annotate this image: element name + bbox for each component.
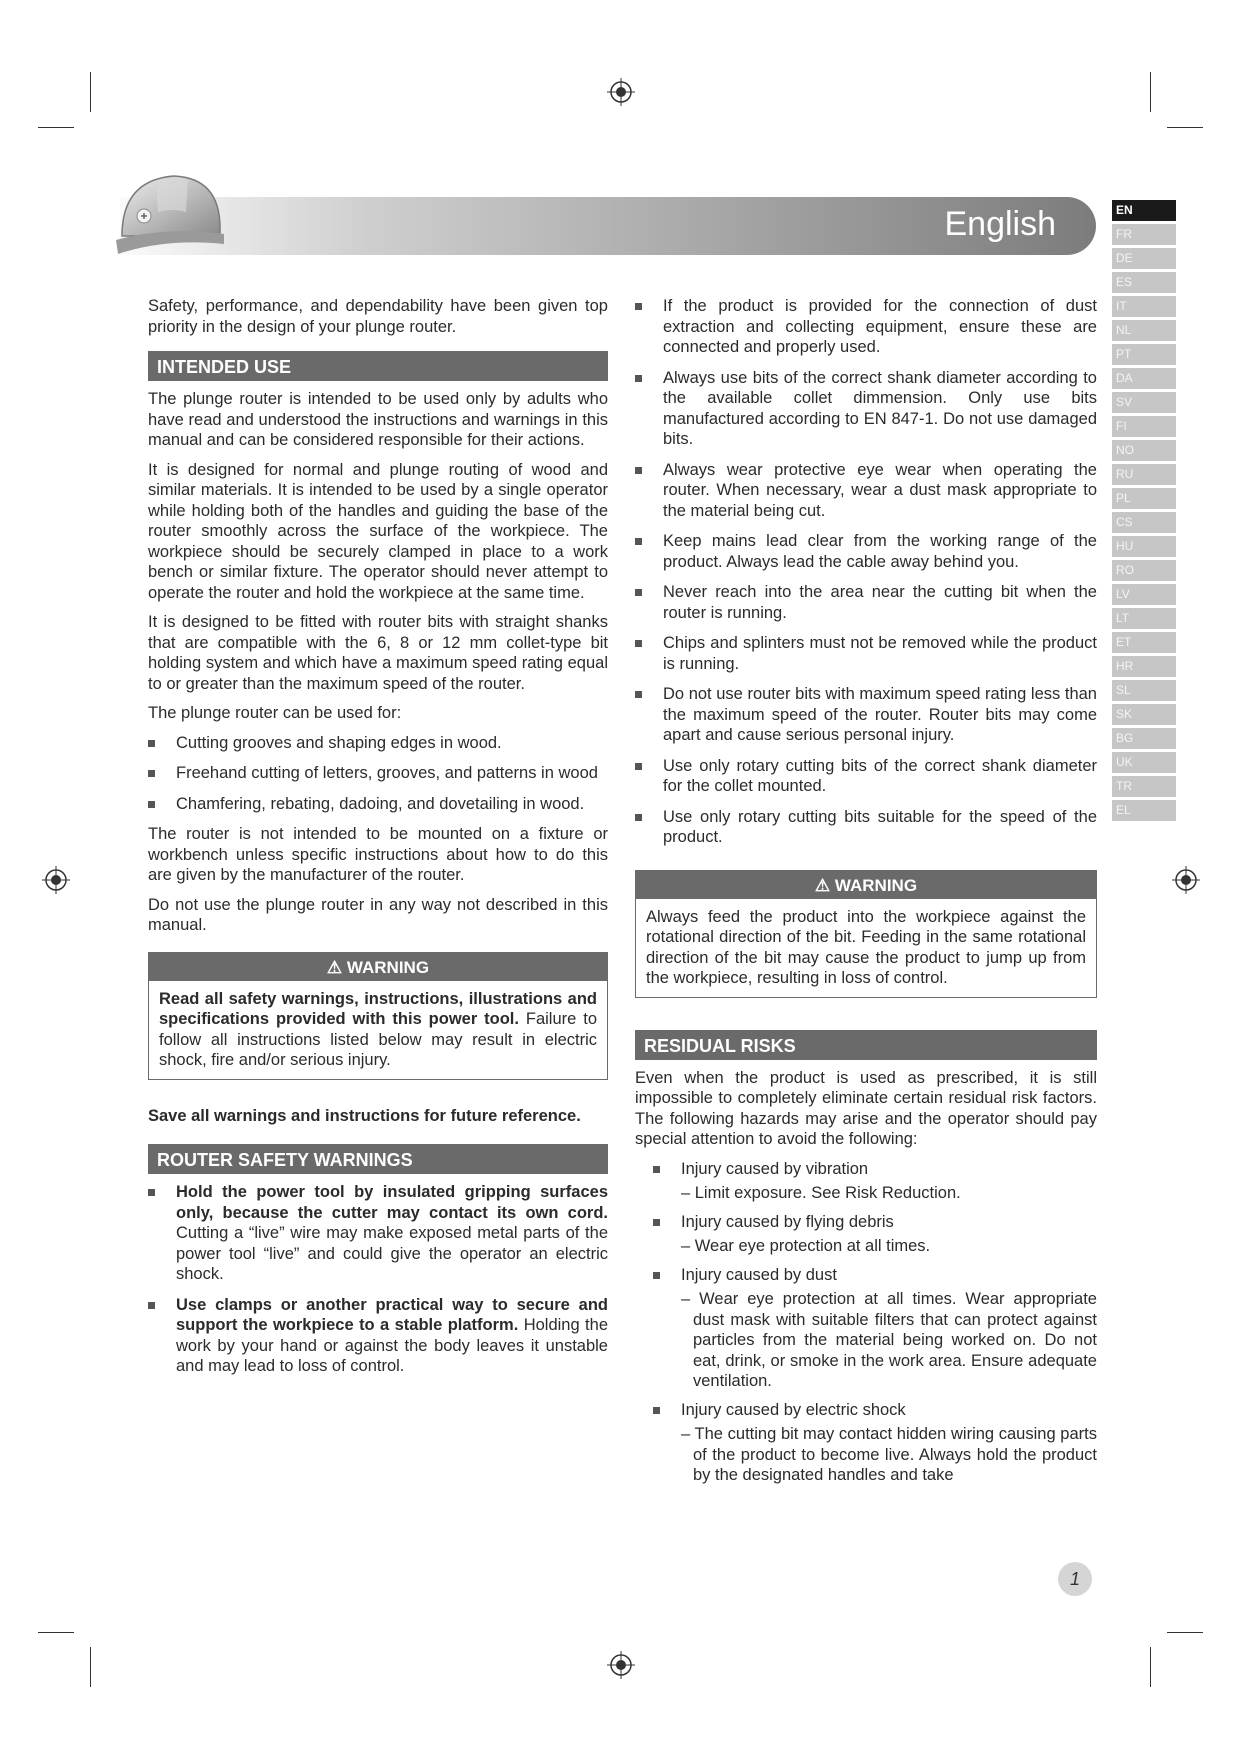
language-tab-tr[interactable]: TR [1112,776,1176,797]
language-tab-ro[interactable]: RO [1112,560,1176,581]
list-item [653,1265,1097,1392]
list-item: If the product is provided for the connection of dust extraction and collecting equipment, ensure these are connected and properly used. [635,296,1097,358]
language-tab-sv[interactable]: SV [1112,392,1176,413]
language-tab-uk[interactable]: UK [1112,752,1176,773]
language-tab-active[interactable]: EN [1112,200,1176,221]
risk-label: Injury caused by vibration [681,1159,869,1178]
language-tab-hu[interactable]: HU [1112,536,1176,557]
warning-heading [149,953,607,981]
header-banner [120,197,1096,255]
list-item [148,1182,608,1285]
language-tab-pl[interactable]: PL [1112,488,1176,509]
warning-icon: ⚠ [326,957,347,977]
section-heading-router-safety: ROUTER SAFETY WARNINGS [148,1144,608,1174]
risk-mitigation: – Wear eye protection at all times. Wear appropriate dust mask with suitable filters that can protect against particles from the material being worked on. Do not eat, drink, or smoke in the work area. Ensure adequate ventilation. [681,1290,1097,1390]
language-tab-ru[interactable]: RU [1112,464,1176,485]
warning-text: Always feed the product into the workpiece against the rotational direction of the bit. Feeding in the same rotational direction of the bit may cause the product to jump up from the workpiece, resulting in loss of control. [646,907,1086,987]
language-tab-it[interactable]: IT [1112,296,1176,317]
language-tab-lv[interactable]: LV [1112,584,1176,605]
save-note: Save all warnings and instructions for future reference. [148,1106,581,1125]
warning-box [635,870,1097,998]
registration-mark-icon [42,866,70,894]
risk-mitigation: – The cutting bit may contact hidden wiring causing parts of the product to become live. Always hold the product by the designated handles and take [681,1425,1097,1484]
section-heading-intended-use: INTENDED USE [148,351,608,381]
paragraph: The plunge router can be used for: [148,704,402,722]
warning-box [148,952,608,1080]
risk-mitigation: – Wear eye protection at all times. [681,1237,931,1255]
list-item [148,1295,608,1377]
left-column [148,296,608,1387]
paragraph: Even when the product is used as prescribed, it is still impossible to completely eliminate certain residual risk factors. The following hazards may arise and the operator should pay special attention to avoid the following: [635,1068,1097,1148]
item-text: Cutting a “live” wire may make exposed metal parts of the power tool “live” and could give the operator an electric shock. [176,1224,608,1283]
language-tab-fi[interactable]: FI [1112,416,1176,437]
list-item: Use only rotary cutting bits of the correct shank diameter for the collet mounted. [635,756,1097,797]
list-item [653,1159,1097,1204]
list-item: Do not use router bits with maximum speed rating less than the maximum speed of the router. Router bits may come apart and cause serious personal injury. [635,684,1097,746]
language-tab-fr[interactable]: FR [1112,224,1176,245]
registration-mark-icon [607,78,635,106]
uses-list [148,733,608,815]
crop-mark [1167,1632,1203,1633]
language-tabs [1112,200,1176,824]
crop-mark [38,1632,74,1633]
item-bold: Use clamps or another practical way to secure and support the workpiece to a stable platform. [176,1295,608,1334]
language-tab-el[interactable]: EL [1112,800,1176,821]
registration-mark-icon [607,1651,635,1679]
router-safety-list [148,1182,608,1377]
crop-mark [1167,127,1203,128]
language-tab-nl[interactable]: NL [1112,320,1176,341]
warning-icon: ⚠ [814,875,835,895]
warning-heading [636,871,1096,899]
list-item: Chamfering, rebating, dadoing, and dovetailing in wood. [148,794,608,815]
page-title: English [944,205,1056,243]
list-item: Never reach into the area near the cutting bit when the router is running. [635,582,1097,623]
language-tab-bg[interactable]: BG [1112,728,1176,749]
crop-mark [1150,1647,1151,1687]
list-item: Freehand cutting of letters, grooves, and patterns in wood [148,763,608,784]
item-bold: Hold the power tool by insulated gripping surfaces only, because the cutter may contact its own cord. [176,1183,608,1222]
list-item: Keep mains lead clear from the working range of the product. Always lead the cable away behind you. [635,531,1097,572]
language-tab-lt[interactable]: LT [1112,608,1176,629]
language-tab-no[interactable]: NO [1112,440,1176,461]
crop-mark [1150,72,1151,112]
language-tab-sk[interactable]: SK [1112,704,1176,725]
crop-mark [90,72,91,112]
language-tab-de[interactable]: DE [1112,248,1176,269]
warning-heading-label: WARNING [346,957,430,977]
risk-label: Injury caused by flying debris [681,1212,894,1231]
list-item: Use only rotary cutting bits suitable for the speed of the product. [635,807,1097,848]
language-tab-es[interactable]: ES [1112,272,1176,293]
warning-bold-text: Read all safety warnings, instructions, illustrations and specifications provided with this power tool. [159,989,597,1028]
hard-hat-icon [116,166,226,260]
list-item: Cutting grooves and shaping edges in wood. [148,733,608,754]
section-heading-residual-risks: RESIDUAL RISKS [635,1030,1097,1060]
paragraph: The plunge router is intended to be used only by adults who have read and understood the instructions and warnings in this manual and can be considered responsible for their actions. [148,390,608,449]
paragraph: It is designed for normal and plunge routing of wood and similar materials. It is intended to be used by a single operator while holding both of the handles and guiding the base of the router smoothly across the surface of the workpiece. The workpiece should be securely clamped in place to a work bench or similar fixture. The operator should never attempt to operate the router and hold the workpiece at the same time. [148,460,608,602]
list-item: Always use bits of the correct shank diameter according to the available collet dimmension. Only use bits manufactured according to EN 847-1. Do not use damaged bits. [635,368,1097,450]
language-tab-pt[interactable]: PT [1112,344,1176,365]
list-item [653,1212,1097,1257]
safety-bullets [635,296,1097,848]
language-tab-da[interactable]: DA [1112,368,1176,389]
paragraph: It is designed to be fitted with router bits with straight shanks that are compatible with the 6, 8 or 12 mm collet-type bit holding system and which have a maximum speed rating equal to or greater than the maximum speed of the router. [148,613,608,693]
language-tab-hr[interactable]: HR [1112,656,1176,677]
warning-text: Failure to follow all instructions listed below may result in electric shock, fire and/or serious injury. [159,1010,597,1069]
paragraph: The router is not intended to be mounted on a fixture or workbench unless specific instructions about how to do this are given by the manufacturer of the router. [148,825,608,884]
warning-heading-label: WARNING [834,875,918,895]
risk-label: Injury caused by dust [681,1265,837,1284]
language-tab-sl[interactable]: SL [1112,680,1176,701]
crop-mark [90,1647,91,1687]
risk-mitigation: – Limit exposure. See Risk Reduction. [681,1184,961,1202]
crop-mark [38,127,74,128]
language-tab-et[interactable]: ET [1112,632,1176,653]
item-text: Holding the work by your hand or against the body leaves it unstable and may lead to loss of control. [176,1316,608,1375]
language-tab-cs[interactable]: CS [1112,512,1176,533]
list-item: Chips and splinters must not be removed while the product is running. [635,633,1097,674]
risk-label: Injury caused by electric shock [681,1400,906,1419]
list-item: Always wear protective eye wear when operating the router. When necessary, wear a dust mask appropriate to the material being cut. [635,460,1097,522]
registration-mark-icon [1172,866,1200,894]
list-item [653,1400,1097,1486]
right-column [635,296,1097,1494]
warning-body [149,981,607,1079]
residual-risk-list [635,1159,1097,1486]
paragraph: Do not use the plunge router in any way not described in this manual. [148,895,608,934]
page-number: 1 [1058,1562,1092,1596]
intro-text: Safety, performance, and dependability have been given top priority in the design of your plunge router. [148,297,608,336]
